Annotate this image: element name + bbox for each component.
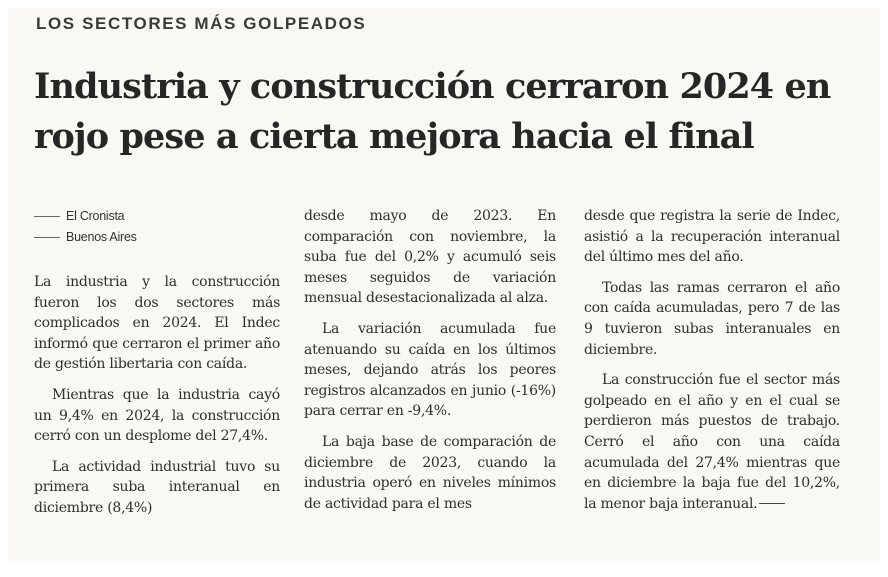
paragraph: La variación acumulada fue atenuando su caída en los últimos meses, dejando atrás los peores registros alcanzados en junio (-16%) para cerrar en -9,4%. bbox=[304, 320, 556, 420]
paragraph-text: La construcción fue el sector más golpeado en el año y en el cual se perdieron más puestos de trabajo. Cerró el año con una caída acumulada del 27,4% mientras que en diciembre la baja fue del 10,2%, la menor baja interanual. bbox=[584, 372, 840, 512]
byline-source: El Cronista bbox=[66, 209, 125, 223]
column-1 bbox=[34, 8, 280, 561]
byline-location: Buenos Aires bbox=[66, 230, 137, 244]
column-2 bbox=[304, 206, 556, 514]
headline: Industria y construcción cerraron 2024 en rojo pese a cierta mejora hacia el final bbox=[34, 66, 831, 157]
column-1-body bbox=[34, 272, 280, 519]
byline-source-row bbox=[34, 206, 280, 227]
section-kicker: LOS SECTORES MÁS GOLPEADOS bbox=[36, 14, 367, 33]
byline-rule bbox=[34, 237, 60, 238]
newspaper-clipping bbox=[8, 8, 880, 561]
paragraph: desde mayo de 2023. En comparación con noviembre, la suba fue del 0,2% y acumuló seis meses seguidos de variación mensual desestacionalizada al alza. bbox=[304, 208, 556, 307]
byline bbox=[34, 206, 280, 248]
end-mark bbox=[759, 503, 785, 504]
paragraph: Todas las ramas cerraron el año con caída acumuladas, pero 7 de las 9 tuvieron subas interanuales en diciembre. bbox=[584, 279, 840, 358]
paragraph: La actividad industrial tuvo su primera suba interanual en diciembre (8,4%) bbox=[34, 458, 280, 516]
paragraph: desde que registra la serie de Indec, asistió a la recuperación interanual del último mes del año. bbox=[584, 208, 840, 266]
paragraph-last bbox=[584, 370, 840, 514]
byline-rule bbox=[34, 216, 60, 217]
column-3 bbox=[584, 206, 840, 514]
byline-location-row bbox=[34, 227, 280, 248]
paragraph: La industria y la construcción fueron los dos sectores más complicados en 2024. El Indec informó que cerraron el primer año de gestión libertaria con caída. bbox=[34, 274, 280, 373]
paragraph: Mientras que la industria cayó un 9,4% en 2024, la construcción cerró con un desplome del 27,4%. bbox=[34, 386, 280, 445]
paragraph: La baja base de comparación de diciembre de 2023, cuando la industria operó en niveles mínimos de actividad para el mes bbox=[304, 433, 556, 512]
